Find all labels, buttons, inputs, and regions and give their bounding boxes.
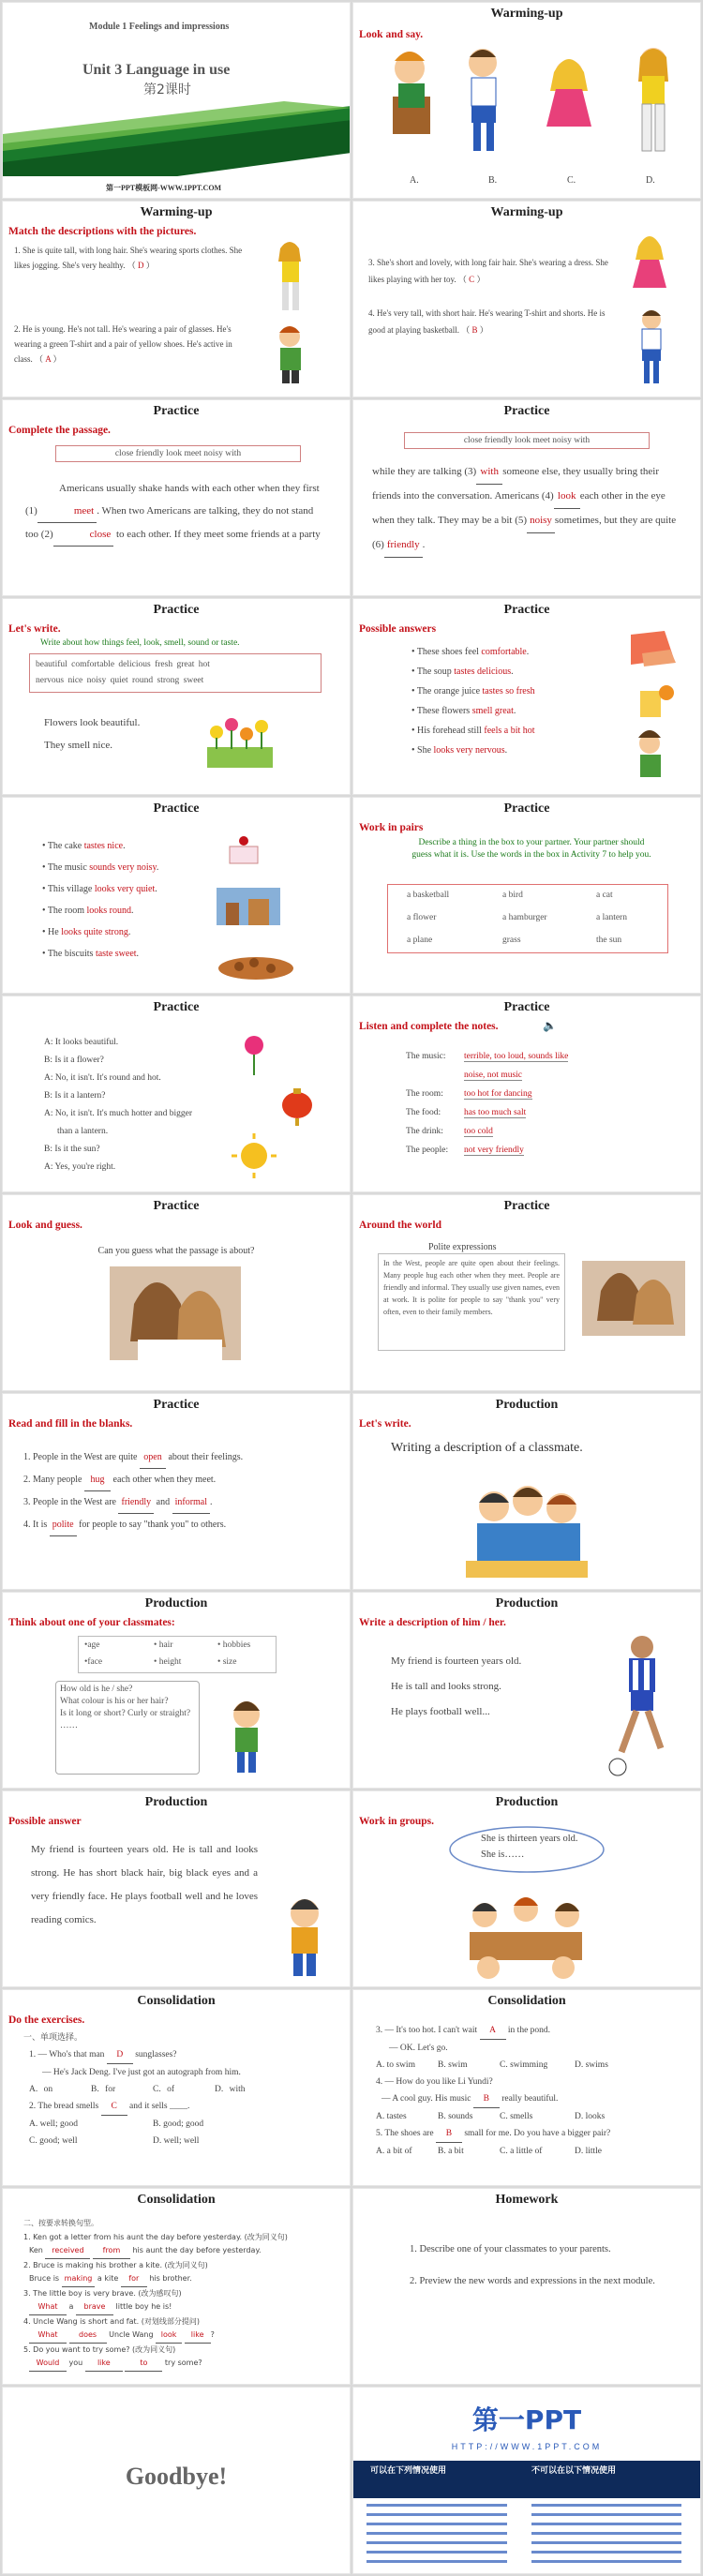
- sentence-line: • This village looks very quiet.: [42, 884, 157, 894]
- word-grid: a basketball a bird a cat a flower a hamburger a lantern a plane grass the sun: [387, 884, 668, 953]
- lesson-number: 第2课时: [143, 82, 191, 97]
- slide-heading: Let's write.: [359, 1418, 411, 1430]
- note-row: The drink: too cold: [406, 1127, 493, 1136]
- slide-heading: Do the exercises.: [8, 2014, 85, 2026]
- speaker-icon[interactable]: 🔈: [543, 1019, 557, 1032]
- label-c: C.: [567, 175, 576, 186]
- classmates-illustration: [466, 1478, 588, 1581]
- blank-4: look: [554, 485, 580, 509]
- slide-heading: Around the world: [359, 1220, 441, 1231]
- goodbye-text: Goodbye!: [125, 2463, 228, 2490]
- prohibited-heading: 不可以在以下情况使用: [531, 2466, 617, 2476]
- answer-line: • The soup tastes delicious.: [411, 666, 514, 677]
- slide-practice-work-in-pairs: [352, 797, 701, 994]
- girl-and-boy-illustration: [625, 230, 681, 389]
- passage-text: while they are talking (3) with someone else, they usually bring their friends into the conversation. Americans (4) look each other in the eye when they talk. They may be a bit (5) noisy sometimes, but they are quite (6) friendly .: [372, 460, 685, 558]
- slide-template-info: [352, 2387, 701, 2574]
- example-line-2: They smell nice.: [44, 740, 113, 751]
- slide-production-think: [2, 1592, 351, 1789]
- fill-item: 2. Many people hug each other when they meet.: [23, 1469, 243, 1491]
- slide-heading: Work in groups.: [359, 1816, 434, 1827]
- answer-line: • These shoes feel comfortable.: [411, 647, 530, 657]
- answer-2: A: [45, 354, 52, 364]
- slide-production-work-in-groups: [352, 1790, 701, 1987]
- sentence-line: • The room looks round.: [42, 906, 134, 916]
- slide-practice-lets-write: [2, 598, 351, 795]
- slide-practice-look-and-guess: [2, 1194, 351, 1391]
- slide-practice-dialogue: [2, 996, 351, 1192]
- features-table: •age • hair • hobbies •face • height • size: [78, 1636, 277, 1673]
- note-row: The music: terrible, too loud, sounds like: [406, 1052, 569, 1061]
- slide-title: Production: [144, 1795, 208, 1809]
- description-lines: My friend is fourteen years old. He is tall and looks strong. He plays football well...: [391, 1655, 522, 1717]
- slide-practice-listen-notes: [352, 996, 701, 1192]
- blank-3: with: [476, 460, 502, 485]
- slide-practice-passage-1: [2, 399, 351, 596]
- answer-line: • The orange juice tastes so fresh: [411, 686, 535, 696]
- blank-1: meet: [37, 500, 97, 523]
- food-and-village-illustration: [217, 828, 329, 987]
- slide-heading: Think about one of your classmates:: [8, 1617, 175, 1628]
- slide-heading: Write a description of him / her.: [359, 1617, 506, 1628]
- note-row: noise, not music: [464, 1071, 523, 1080]
- hugging-photo: [110, 1266, 241, 1360]
- slide-title: Practice: [153, 1000, 200, 1014]
- slide-practice-sentences: [2, 797, 351, 994]
- answer-list: [411, 642, 535, 760]
- slide-homework: [352, 2188, 701, 2385]
- slide-title: Practice: [153, 603, 200, 617]
- answer-1: D: [138, 261, 144, 270]
- slide-heading: Work in pairs: [359, 822, 424, 833]
- slide-consolidation-2: [352, 1989, 701, 2186]
- slide-heading: Match the descriptions with the pictures.: [8, 226, 197, 237]
- label-b: B.: [488, 175, 498, 186]
- label-d: D.: [646, 175, 655, 186]
- blank-5: noisy: [527, 509, 555, 533]
- slide-title: Consolidation: [137, 1994, 216, 2008]
- homework-item: 1. Describe one of your classmates to your parents.: [410, 2244, 611, 2254]
- info-table: [353, 2498, 700, 2574]
- objects-illustration: [593, 625, 687, 785]
- passage-box: In the West, people are quite open about their feelings. Many people hug each other when they meet. People are friendly and informal. They usually use given names, even at work. It is polite for people to say "thank you" very often, even to their family members.: [378, 1253, 565, 1351]
- match-item-3: 3. She's short and lovely, with long fair hair. She's wearing a dress. She likes playing with her toy. （ C ）: [368, 258, 608, 284]
- slide-heading: Look and say.: [359, 29, 424, 40]
- transform-exercises: 二、按要求转换句型。 1. Ken got a letter from his aunt the day before yesterday. (改为同义句) Ken received from his aunt the day before yesterday. 2. Bruce is making his brother a kite. (改为同义句) Bruce is making a kite for his brother. 3. The little boy is very brave. (改为感叹句) What a brave little boy he is! 4. Uncle Wang is short and fat. (对划线部分提问) What does Uncle Wang look like ? 5. Do you want to try some? (改为同义句) Would you like to try some?: [23, 2217, 288, 2372]
- blank-2: close: [53, 523, 114, 547]
- football-player-illustration: [593, 1630, 687, 1780]
- word-box: close friendly look meet noisy with: [404, 432, 650, 449]
- instruction: Write about how things feel, look, smell, sound or taste.: [40, 638, 240, 648]
- label-a: A.: [410, 175, 419, 186]
- slide-title: Production: [495, 1795, 559, 1809]
- slide-production-possible-answer: [2, 1790, 351, 1987]
- slide-title: Warming-up: [490, 7, 563, 21]
- slide-practice-passage-2: [352, 399, 701, 596]
- exercise-block: 一、单项选择。 1. — Who's that man D sunglasses? — He's Jack Deng. I've just got an autograph from him. A. on B. for C. of D. with 2. The bread smells C and it sells ____. A. well; good B. good; good C. good; well D. well; well: [23, 2033, 246, 2146]
- footer-text: 第一PPT模板网-WWW.1PPT.COM: [106, 184, 222, 192]
- slide-title: Practice: [153, 801, 200, 816]
- info-table-lines: [353, 2498, 701, 2574]
- homework-item: 2. Preview the new words and expressions in the next module.: [410, 2276, 655, 2286]
- answer-line: • She looks very nervous.: [411, 745, 508, 756]
- sentence-line: • The cake tastes nice.: [42, 841, 126, 851]
- match-item-1: 1. She is quite tall, with long hair. She's wearing sports clothes. She likes jogging. She's very healthy. （ D ）: [14, 246, 243, 270]
- slide-title: Warming-up: [140, 205, 213, 219]
- slide-title: Practice: [153, 1199, 200, 1213]
- match-item-2: 2. He is young. He's not tall. He's wearing a pair of glasses. He's wearing a green T-shirt and a pair of yellow shoes. He's active in class. （ A ）: [14, 324, 232, 364]
- slide-title: Practice: [153, 1398, 200, 1412]
- fill-item: 4. It is polite for people to say "thank you" to others.: [23, 1514, 243, 1536]
- slide-title: Practice: [503, 801, 550, 816]
- slide-title: Warming-up: [490, 205, 563, 219]
- slide-practice-read-and-fill: [2, 1393, 351, 1590]
- sentence-line: • The music sounds very noisy.: [42, 862, 159, 873]
- slide-production-lets-write: [352, 1393, 701, 1590]
- fill-list: [23, 1446, 243, 1536]
- brand-url: HTTP://WWW.1PPT.COM: [451, 2442, 603, 2451]
- slide-heading: Look and guess.: [8, 1220, 82, 1231]
- match-item-4: 4. He's very tall, with short hair. He's wearing T-shirt and shorts. He is good at playing basketball. （ B ）: [368, 308, 606, 335]
- slide-production-write: [352, 1592, 701, 1789]
- note-row: The people: not very friendly: [406, 1146, 524, 1155]
- cloud-text: She is thirteen years old. She is……: [481, 1834, 578, 1860]
- instruction: Describe a thing in the box to your partner. Your partner should guess what it is. Use the words in the box in Activity 7 to help you.: [411, 838, 651, 860]
- answer-line: • His forehead still feels a bit hot: [411, 726, 535, 736]
- allowed-heading: 可以在下列情况使用: [370, 2466, 447, 2476]
- slide-title: Consolidation: [487, 1994, 566, 2008]
- slide-title: Production: [495, 1596, 559, 1610]
- slide-consolidation-1: [2, 1989, 351, 2186]
- slide-warming-up-match: [2, 201, 351, 397]
- slide-title: Consolidation: [137, 2193, 216, 2207]
- word-box: close friendly look meet noisy with: [55, 445, 301, 462]
- task-text: Writing a description of a classmate.: [391, 1441, 583, 1455]
- boy-illustration: [277, 1895, 333, 1983]
- flower-lantern-sun-illustration: [232, 1030, 325, 1190]
- note-row: The room: too hot for dancing: [406, 1089, 532, 1099]
- flowers-illustration: [207, 711, 273, 768]
- slide-title: Practice: [153, 404, 200, 418]
- slide-title: [2, 2, 351, 199]
- dialogue: A: It looks beautiful. B: Is it a flower? A: No, it isn't. It's round and hot. B: Is it a lantern? A: No, it isn't. It's much hotter and bigger than a lantern. B: Is it the sun? A: Yes, you're right.: [44, 1038, 193, 1172]
- brand-logo: 第一PPT: [471, 2404, 582, 2435]
- slide-heading: Possible answer: [8, 1816, 82, 1827]
- sentence-list: [42, 835, 158, 965]
- module-label: Module 1 Feelings and impressions: [89, 22, 230, 32]
- group-of-students-illustration: [451, 1889, 601, 1983]
- slide-title: Practice: [503, 1000, 550, 1014]
- slide-warming-up-look: [352, 2, 701, 199]
- passage-text: Americans usually shake hands with each other when they first (1) meet . When two Americans are talking, they do not stand too (2) close to each other. If they meet some friends at a party: [25, 477, 327, 547]
- exercise-block: 3. — It's too hot. I can't wait A in the pond. — OK. Let's go. A. to swim B. swim C. swimming D. swims 4. — How do you like Li Yundi? — A cool guy. His music B really beautiful. A. tastes B. sounds C. smells D. looks 5. The shoes are B small for me. Do you have a bigger pair? A. a bit of B. a bit C. a little of D. little: [376, 2022, 676, 2160]
- slide-title: Practice: [503, 1199, 550, 1213]
- slide-heading: Let's write.: [8, 623, 61, 635]
- slide-title: Homework: [495, 2193, 559, 2207]
- sentence-line: • He looks quite strong.: [42, 927, 131, 937]
- word-box: beautiful comfortable delicious fresh great hot nervous nice noisy quiet round strong sweet: [29, 653, 322, 693]
- fill-item: 3. People in the West are friendly and informal .: [23, 1491, 243, 1514]
- fill-item: 1. People in the West are quite open about their feelings.: [23, 1446, 243, 1469]
- answer-3: C: [469, 275, 475, 284]
- blank-6: friendly: [384, 533, 423, 558]
- slide-title: Practice: [503, 603, 550, 617]
- answer-4: B: [471, 325, 478, 335]
- slide-heading: Listen and complete the notes.: [359, 1021, 499, 1032]
- question: Can you guess what the passage is about?: [97, 1246, 255, 1256]
- subheading: Polite expressions: [428, 1242, 497, 1252]
- children-illustration: [381, 40, 681, 162]
- slide-goodbye: [2, 2387, 351, 2574]
- sentence-line: • The biscuits taste sweet.: [42, 949, 140, 959]
- slide-warming-up-match-2: [352, 201, 701, 397]
- answer-line: • These flowers smell great.: [411, 706, 516, 716]
- boy-illustration: [224, 1696, 271, 1780]
- homework-list: [410, 2238, 663, 2294]
- example-line-1: Flowers look beautiful.: [44, 717, 141, 728]
- hugging-photo: [582, 1261, 685, 1336]
- slide-title: Practice: [503, 404, 550, 418]
- slide-consolidation-3: [2, 2188, 351, 2385]
- question-bubble: How old is he / she? What colour is his or her hair? Is it long or short? Curly or straight? ……: [55, 1681, 200, 1775]
- notes-list: [406, 1047, 568, 1160]
- slide-heading: Complete the passage.: [8, 425, 111, 436]
- slide-heading: Possible answers: [359, 623, 437, 635]
- slide-title: Production: [495, 1398, 559, 1412]
- slide-heading: Read and fill in the blanks.: [8, 1418, 133, 1430]
- info-panel: [353, 2461, 700, 2574]
- slide-practice-around-the-world: [352, 1194, 701, 1391]
- slide-practice-possible-answers: [352, 598, 701, 795]
- answer-passage: My friend is fourteen years old. He is tall and looks strong. He has short black hair, big black eyes and a very friendly face. He plays football well and he loves reading comics.: [31, 1844, 258, 1925]
- unit-title: Unit 3 Language in use: [82, 62, 231, 78]
- slide-title: Production: [144, 1596, 208, 1610]
- girl-and-boy-illustration: [265, 239, 322, 389]
- note-row: The food: has too much salt: [406, 1108, 527, 1117]
